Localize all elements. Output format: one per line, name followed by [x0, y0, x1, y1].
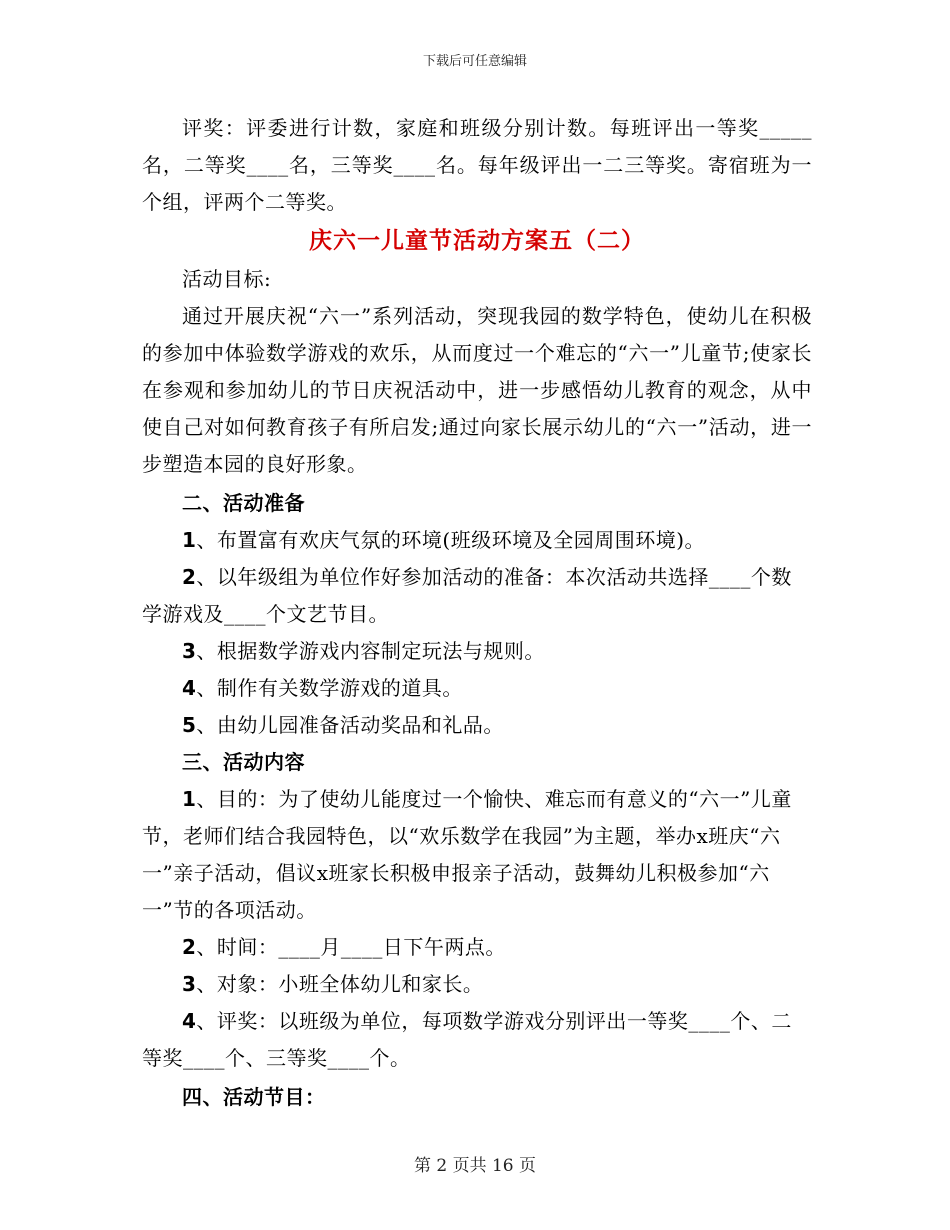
- item-number: 4: [182, 676, 197, 700]
- page-header-note: 下载后可任意编辑: [422, 54, 527, 69]
- list-item: [142, 781, 812, 929]
- item-number: 5: [182, 713, 197, 737]
- item-text: 、时间：____月____日下午两点。: [196, 935, 506, 959]
- item-text: 、对象：小班全体幼儿和家长。: [196, 972, 484, 996]
- section-heading-content: 三、活动内容: [182, 750, 305, 774]
- item-text: 、制作有关数学游戏的道具。: [196, 676, 463, 700]
- list-item: [142, 670, 812, 707]
- list-item: [142, 929, 812, 966]
- list-item: [142, 966, 812, 1003]
- goal-paragraph: 通过开展庆祝“六一”系列活动，突现我园的数学特色，使幼儿在积极的参加中体验数学游戏的欢乐，从而度过一个难忘的“六一”儿童节;使家长在参观和参加幼儿的节日庆祝活动中，进一步感悟幼儿教育的观念，从中使自己对如何教育孩子有所启发;通过向家长展示幼儿的“六一”活动，进一步塑造本园的良好形象。: [142, 304, 812, 476]
- list-item: [142, 707, 812, 744]
- section-title: 庆六一儿童节活动方案五（二）: [309, 227, 645, 254]
- intro-paragraph: 评奖：评委进行计数，家庭和班级分别计数。每班评出一等奖_____名，二等奖____名，三等奖____名。每年级评出一二三等奖。寄宿班为一个组，评两个二等奖。: [142, 116, 812, 214]
- item-number: 1: [182, 528, 197, 552]
- list-item: [142, 559, 812, 633]
- list-item: [142, 1003, 812, 1077]
- item-number: 1: [182, 787, 197, 811]
- list-item: [142, 633, 812, 670]
- list-item: [142, 522, 812, 559]
- item-number: 3: [182, 639, 197, 663]
- item-text: 、布置富有欢庆气氛的环境(班级环境及全园周围环境)。: [196, 528, 706, 552]
- page-footer: 第 2 页共 16 页: [413, 1156, 537, 1176]
- item-number: 2: [182, 935, 197, 959]
- document-body: [142, 110, 812, 1116]
- section-heading-preparation: 二、活动准备: [182, 491, 305, 515]
- section-heading-program: 四、活动节目：: [182, 1085, 326, 1109]
- item-text: 、评奖：以班级为单位，每项数学游戏分别评出一等奖____个、二等奖____个、三等奖____个。: [142, 1009, 792, 1070]
- item-text: 、目的：为了使幼儿能度过一个愉快、难忘而有意义的“六一”儿童节，老师们结合我园特色，以“欢乐数学在我园”为主题，举办x班庆“六一”亲子活动，倡议x班家长积极申报亲子活动，鼓舞幼儿积极参加“六一”节的各项活动。: [142, 787, 792, 922]
- item-number: 2: [182, 565, 197, 589]
- item-number: 4: [182, 1009, 197, 1033]
- item-text: 、由幼儿园准备活动奖品和礼品。: [196, 713, 504, 737]
- preparation-list: [142, 522, 812, 744]
- item-text: 、根据数学游戏内容制定玩法与规则。: [196, 639, 545, 663]
- item-text: 、以年级组为单位作好参加活动的准备：本次活动共选择____个数学游戏及____个文艺节目。: [142, 565, 792, 626]
- goal-label: 活动目标:: [182, 267, 272, 291]
- content-list: [142, 781, 812, 1077]
- item-number: 3: [182, 972, 197, 996]
